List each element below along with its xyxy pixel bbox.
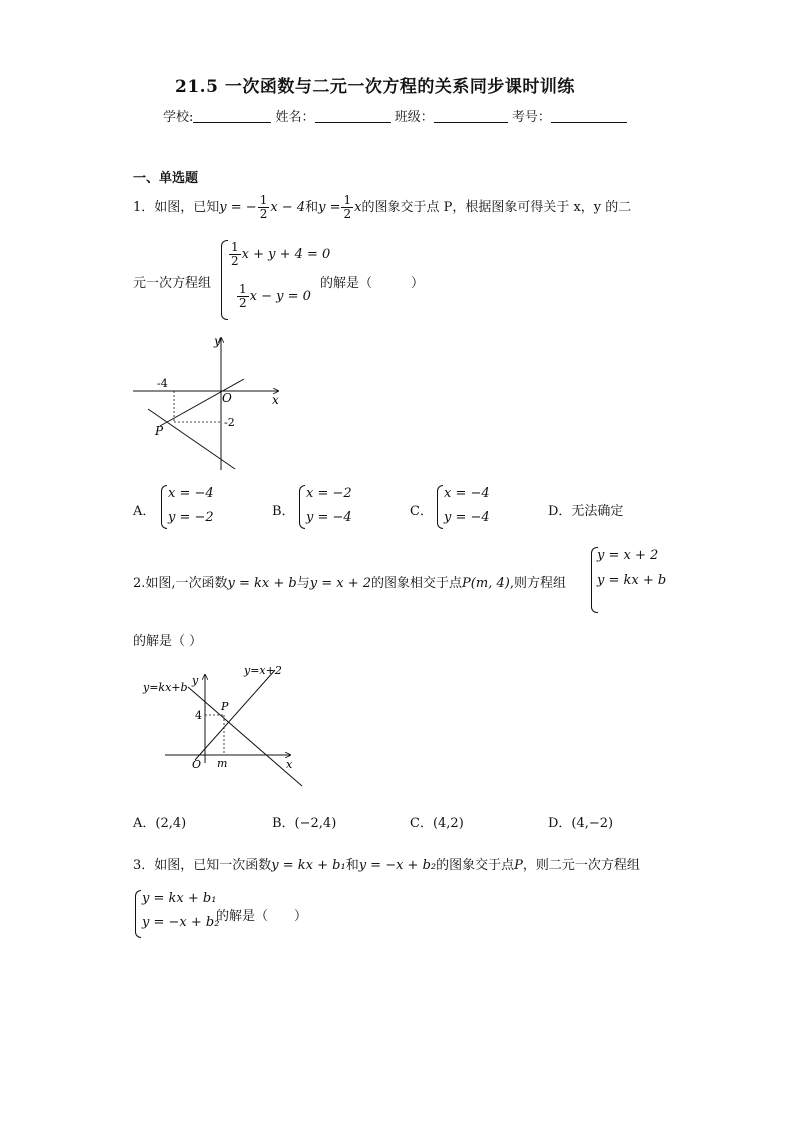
q1-eq1-part: y = −	[219, 200, 257, 216]
q1-line-1	[148, 409, 235, 469]
q2-option-a[interactable]: A．(2,4)	[133, 816, 187, 831]
q1-fraction: $\frac{1}{2}$	[259, 193, 268, 222]
q2-option-d[interactable]: D．(4,−2)	[548, 816, 614, 831]
q2-eq1: y = kx + b	[227, 576, 297, 591]
exam-number-blank[interactable]	[551, 108, 627, 123]
section-title: 一、单选题	[133, 171, 199, 186]
q1-option-b-eq1: x = −2	[306, 486, 352, 501]
q1-option-a-eq2: y = −2	[168, 510, 214, 525]
q2-point: P(m, 4)	[462, 576, 510, 591]
q2-x-label: x	[286, 758, 293, 771]
q1-option-b-label[interactable]: B．	[272, 504, 295, 519]
q1-option-c-eq1: x = −4	[444, 486, 490, 501]
q2-tick-label-m: m	[217, 757, 228, 770]
q1-eq2-part: x	[354, 200, 362, 216]
q2-stem-line2: 的解是（ ）	[133, 634, 203, 649]
q2-option-c[interactable]: C．(4,2)	[410, 816, 464, 831]
class-blank[interactable]	[434, 108, 508, 123]
q3-system-eq1: y = kx + b₁	[142, 891, 217, 906]
q1-stem-line2: 元一次方程组	[133, 276, 212, 291]
q1-option-a-label[interactable]: A．	[133, 504, 156, 519]
q3-point: P	[514, 858, 523, 873]
q3-system-eq2: y = −x + b₂	[142, 915, 220, 930]
q1-option-b-eq2: y = −4	[306, 510, 352, 525]
q1-origin-label: O	[222, 391, 232, 405]
q1-system-eq1: $\frac{1}{2}$ x + y + 4 = 0	[231, 240, 331, 269]
q1-tick-label-neg2: -2	[224, 416, 235, 429]
q1-option-a-brace	[161, 485, 167, 529]
q1-option-b-brace	[299, 485, 305, 529]
q1-option-c-brace	[437, 485, 443, 529]
q1-system-eq2: $\frac{1}{2}$ x − y = 0	[239, 282, 311, 311]
q2-y-label: y	[192, 674, 199, 687]
q1-system-brace	[221, 240, 228, 320]
q1-x-label: x	[272, 393, 279, 407]
q2-system-eq1: y = x + 2	[597, 548, 659, 563]
q2-eq2: y = x + 2	[309, 576, 372, 591]
school-blank[interactable]	[193, 108, 271, 123]
q2-system-eq2: y = kx + b	[597, 573, 667, 588]
student-info-line	[163, 106, 627, 125]
q1-option-c-eq2: y = −4	[444, 510, 490, 525]
q2-stem-line1: 2.如图,一次函数y = kx + b与y = x + 2的图象相交于点P(m, 4),则方程组	[133, 576, 566, 591]
q1-tick-label-neg4: -4	[157, 377, 168, 390]
page-title: 21.5 一次函数与二元一次方程的关系同步课时训练	[175, 77, 575, 97]
q3-answer-blank: 的解是（ ）	[216, 909, 308, 924]
q3-system-brace	[135, 890, 141, 938]
q1-point-label: P	[155, 424, 164, 438]
q1-option-a-eq1: x = −4	[168, 486, 214, 501]
q3-eq2: y = −x + b₂	[358, 858, 437, 873]
q1-eq2-part: y =	[318, 200, 341, 216]
q1-eq1-part: x − 4	[270, 200, 306, 216]
q2-label-kx-plus-b: y=kx+b	[143, 681, 188, 694]
q2-option-b[interactable]: B．(−2,4)	[272, 816, 337, 831]
q2-point-label: P	[221, 700, 229, 713]
q1-text: 1．如图，已知	[133, 200, 220, 216]
class-label: 班级：	[394, 110, 434, 125]
q2-origin-label: O	[192, 758, 202, 771]
q1-stem-line1: 1．如图，已知y = − $\frac{1}{2}$ x − 4和y = $\frac{1}{2}$ x的图象交于点 P，根据图象可得关于 x，y 的二	[133, 193, 632, 222]
q1-graph	[130, 330, 290, 475]
name-blank[interactable]	[315, 108, 391, 123]
q1-y-label: y	[214, 334, 221, 348]
q2-graph	[140, 660, 310, 790]
name-label: 姓名：	[275, 110, 315, 125]
q3-eq1: y = kx + b₁	[271, 858, 346, 873]
exam-number-label: 考号：	[511, 110, 551, 125]
q1-option-d[interactable]: D．无法确定	[548, 504, 624, 519]
q3-stem-line1: 3．如图，已知一次函数y = kx + b₁和y = −x + b₂的图象交于点P，则二元一次方程组	[133, 858, 640, 873]
q2-tick-label-4: 4	[195, 709, 202, 722]
q1-answer-blank: 的解是（ ）	[320, 276, 425, 291]
q1-fraction: $\frac{1}{2}$	[343, 193, 352, 222]
school-label: 学校:	[163, 110, 194, 125]
q2-label-x-plus-2: y=x+2	[244, 664, 282, 677]
q1-option-c-label[interactable]: C．	[410, 504, 433, 519]
